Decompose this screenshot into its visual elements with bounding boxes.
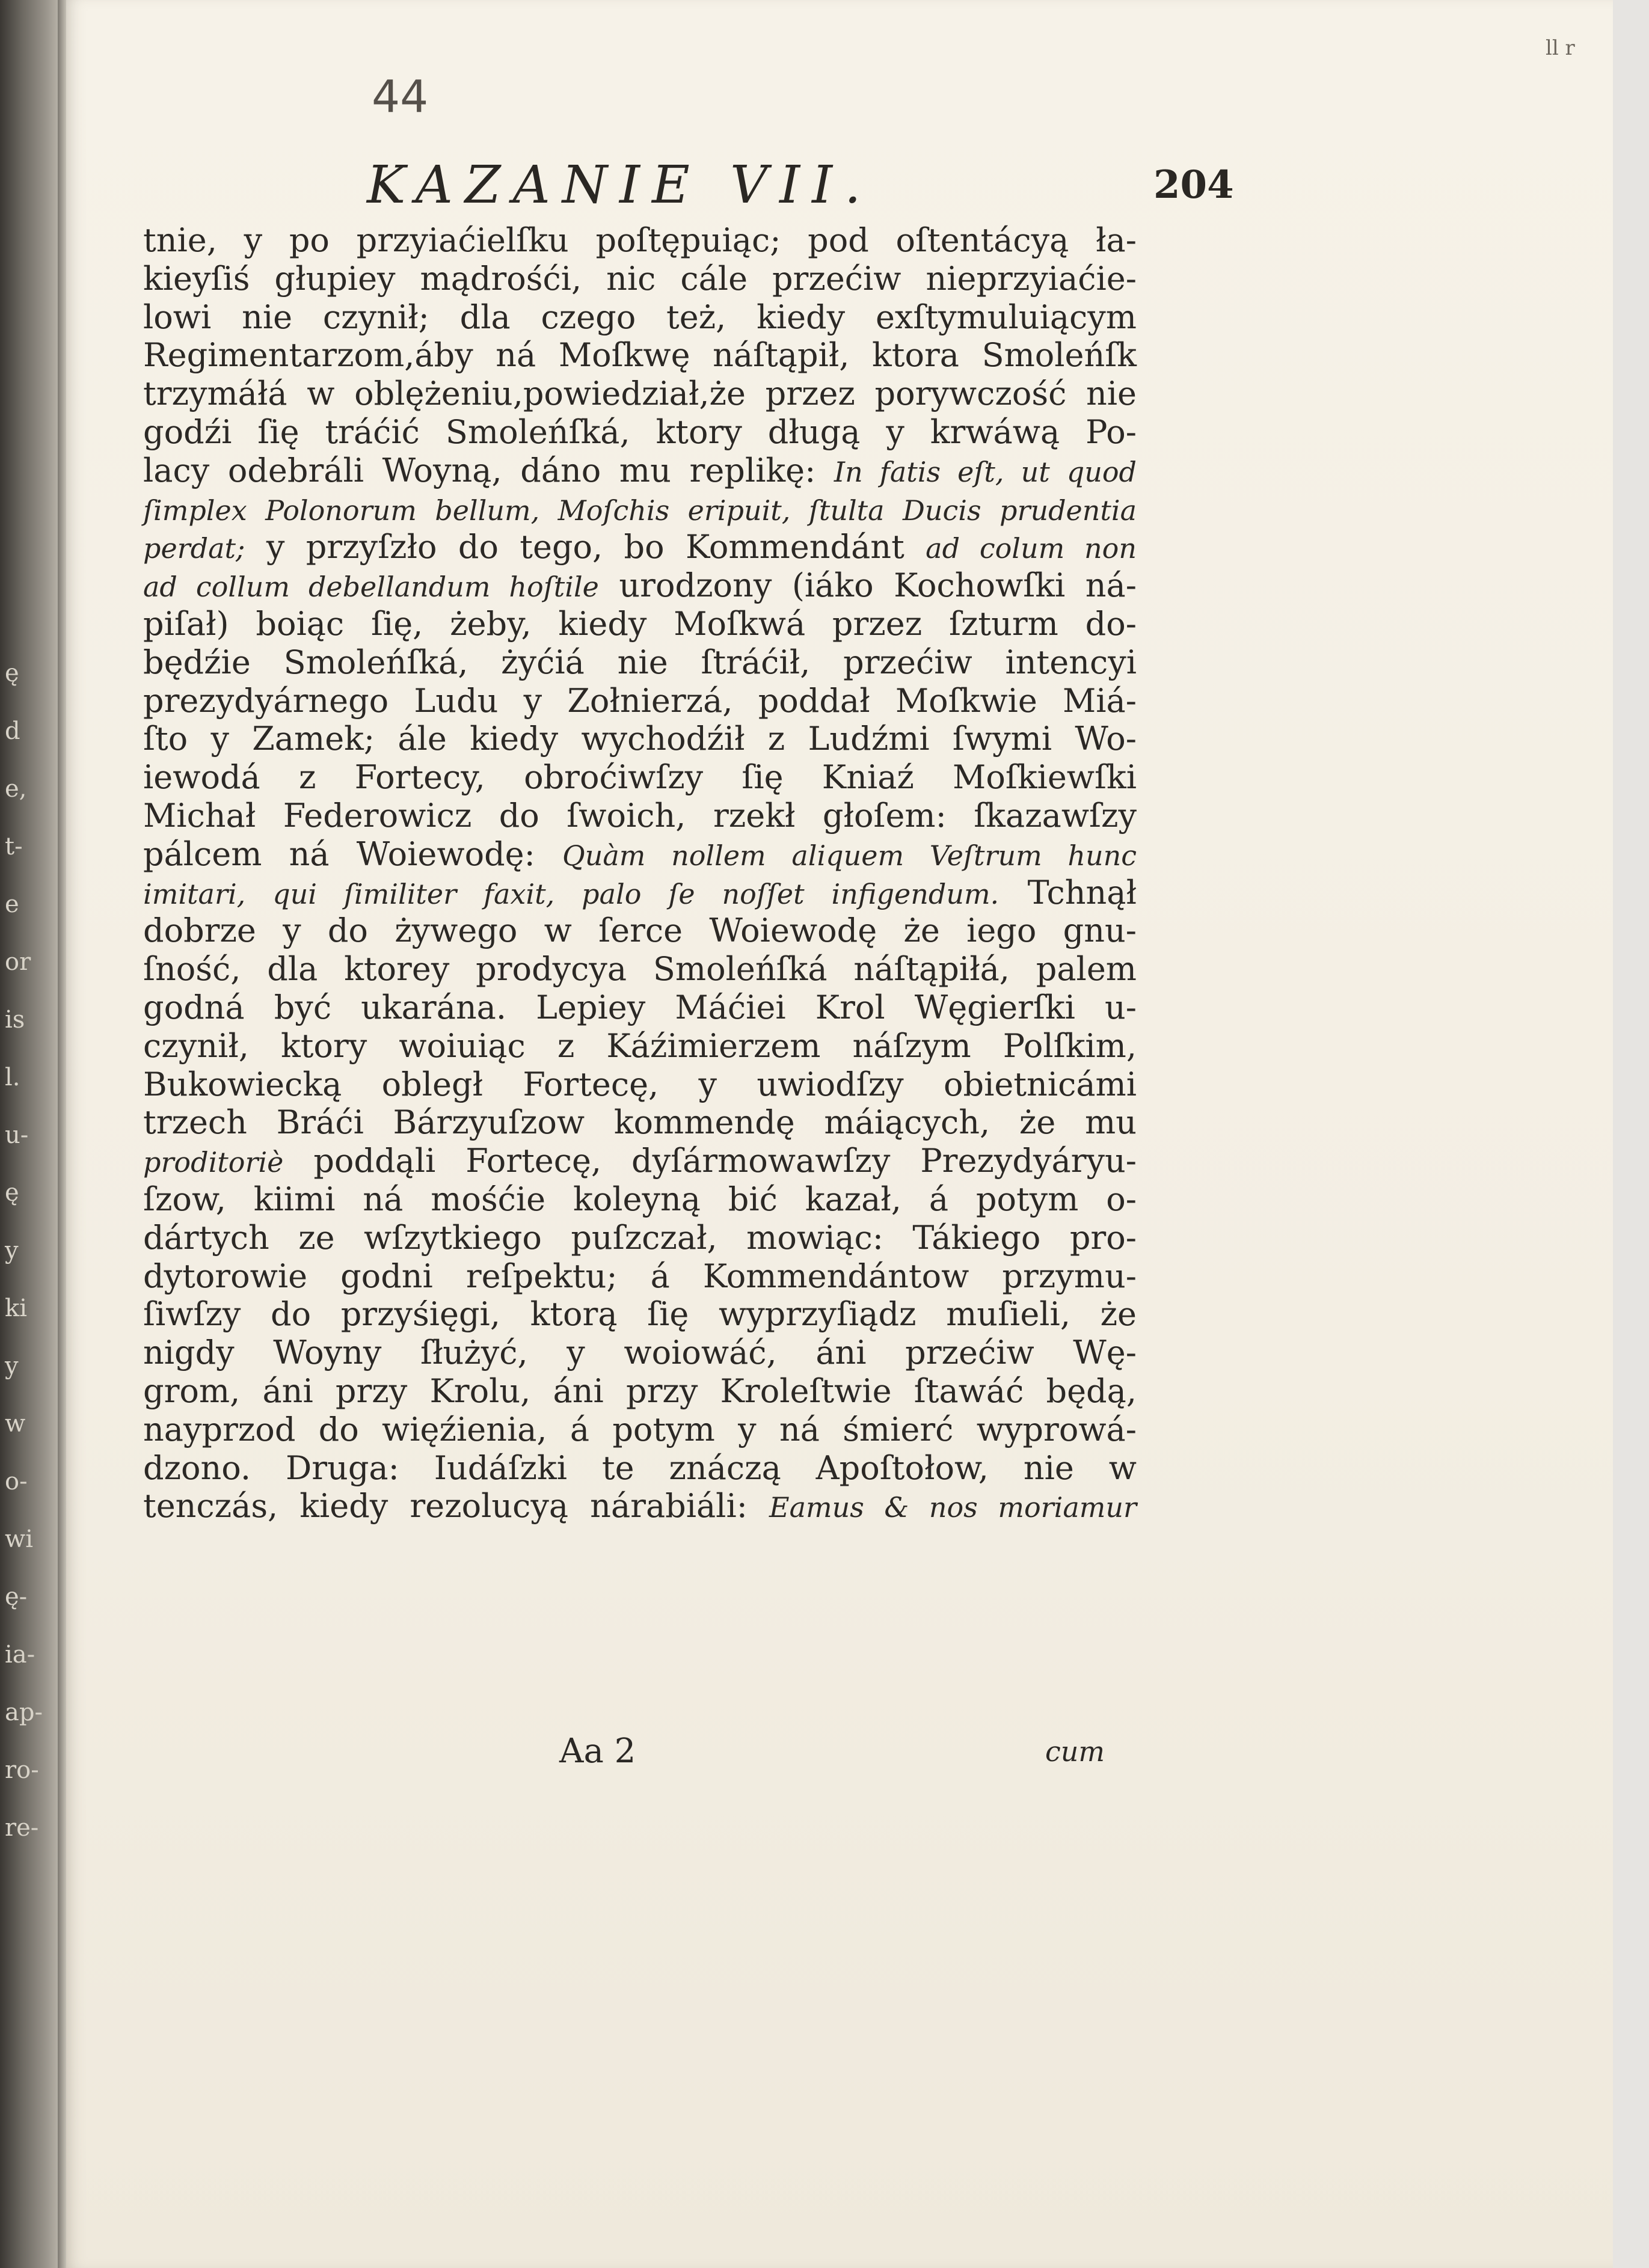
latin-quote: In fatis eſt, ut quod bbox=[834, 455, 1137, 488]
text-line bbox=[143, 605, 1137, 643]
margin-letter: t- bbox=[5, 833, 23, 860]
text-line bbox=[143, 375, 1137, 413]
text-segment: trzech Bráći Bárzyuſzow kommendę máiących, że mu bbox=[143, 1103, 1137, 1142]
margin-letter: y bbox=[5, 1237, 19, 1264]
margin-letter: re- bbox=[5, 1814, 39, 1842]
text-segment: nayprzod do więźienia, á potym y ná śmierć wyprowá- bbox=[143, 1410, 1137, 1448]
text-segment: godná być ukarána. Lepiey Máćiei Krol Węgierſki u- bbox=[143, 988, 1137, 1026]
page-right-edge bbox=[1613, 0, 1649, 2268]
handwritten-mark: 44 bbox=[372, 71, 429, 123]
margin-letter: e bbox=[5, 890, 19, 918]
margin-letter: ki bbox=[5, 1295, 28, 1322]
text-segment: Tchnął bbox=[999, 873, 1137, 912]
text-line bbox=[143, 1142, 1137, 1180]
text-line bbox=[143, 720, 1137, 758]
text-line bbox=[143, 260, 1137, 298]
text-line bbox=[143, 1295, 1137, 1334]
text-line bbox=[143, 1411, 1137, 1449]
latin-quote: Eamus & nos moriamur bbox=[769, 1491, 1137, 1524]
margin-letter: e, bbox=[5, 775, 27, 803]
text-segment: Michał Federowicz do ſwoich, rzekł głoſem: ſkazawſzy bbox=[143, 796, 1137, 835]
margin-letter: l. bbox=[5, 1064, 20, 1091]
latin-quote: perdat; bbox=[143, 532, 245, 565]
text-segment: trzymáłá w oblężeniu,powiedział,że przez porywczość nie bbox=[143, 375, 1137, 413]
text-line bbox=[143, 1372, 1137, 1411]
latin-quote: ſimplex Polonorum bellum, Moſchis eripuit, ſtulta Ducis prudentia bbox=[143, 494, 1137, 527]
text-line bbox=[143, 1487, 1137, 1525]
text-segment: y przyſzło do tego, bo Kommendánt bbox=[245, 528, 926, 566]
text-segment: dobrze y do żywego w ſerce Woiewodę że iego gnu- bbox=[143, 912, 1137, 950]
text-line bbox=[143, 643, 1137, 682]
body-text bbox=[143, 221, 1137, 1525]
text-segment: Bukowiecką obległ Fortecę, y uwiodſzy obietnicámi bbox=[143, 1065, 1137, 1103]
text-segment: kieyſiś głupiey mądrośći, nic cále przećiw nieprzyiaćie- bbox=[143, 259, 1137, 298]
latin-quote: Quàm nollem aliquem Veſtrum hunc bbox=[562, 839, 1137, 872]
margin-letter: w bbox=[5, 1410, 26, 1438]
signature-mark: Aa 2 bbox=[559, 1732, 636, 1771]
text-line bbox=[143, 1180, 1137, 1219]
text-line bbox=[143, 1027, 1137, 1065]
margin-letter: or bbox=[5, 948, 31, 976]
page-number: 204 bbox=[1153, 162, 1234, 207]
text-segment: iewodá z Fortecy, obroćiwſzy ſię Kniaź Moſkiewſki bbox=[143, 758, 1137, 797]
margin-letter: o- bbox=[5, 1468, 28, 1495]
margin-letter: ę bbox=[5, 660, 19, 687]
text-segment: urodzony (iáko Kochowſki ná- bbox=[598, 566, 1137, 605]
text-segment: piſał) boiąc ſię, żeby, kiedy Moſkwá przez ſzturm do- bbox=[143, 604, 1137, 643]
text-segment: ſto y Zamek; ále kiedy wychodźił z Ludźmi ſwymi Wo- bbox=[143, 720, 1137, 758]
text-segment: dzono. Druga: Iudáſzki te znáczą Apoſtołow, nie w bbox=[143, 1448, 1137, 1487]
text-segment: dártych ze wſzytkiego puſzczał, mowiąc: Tákiego pro- bbox=[143, 1218, 1137, 1257]
text-line bbox=[143, 835, 1137, 874]
text-line bbox=[143, 566, 1137, 605]
latin-quote: ad collum debellandum hoſtile bbox=[143, 571, 599, 604]
text-line bbox=[143, 797, 1137, 835]
latin-quote: imitari, qui ſimiliter faxit, palo ſe noſſet infigendum. bbox=[143, 877, 1000, 910]
text-line bbox=[143, 988, 1137, 1027]
text-line bbox=[143, 1065, 1137, 1104]
text-segment: ſzow, kiimi ná mośćie koleyną bić kazał, á potym o- bbox=[143, 1180, 1137, 1218]
text-line bbox=[143, 1103, 1137, 1142]
text-segment: tenczás, kiedy rezolucyą nárabiáli: bbox=[143, 1487, 769, 1525]
latin-quote: proditoriè bbox=[143, 1146, 284, 1179]
text-line bbox=[143, 682, 1137, 720]
text-segment: będźie Smoleńſká, żyćiá nie ſtráćił, przećiw intencyi bbox=[143, 643, 1137, 681]
text-segment: Regimentarzom,áby ná Moſkwę náſtąpił, ktora Smoleńſk bbox=[143, 336, 1137, 375]
text-segment: lowi nie czynił; dla czego też, kiedy exſtymuluiącym bbox=[143, 298, 1137, 336]
text-segment: dytorowie godni reſpektu; á Kommendántow przymu- bbox=[143, 1257, 1137, 1295]
text-segment: ſność, dla ktorey prodycya Smoleńſká náſtąpiłá, palem bbox=[143, 950, 1137, 988]
text-line bbox=[143, 452, 1137, 490]
text-line bbox=[143, 413, 1137, 452]
margin-letter: ę- bbox=[5, 1583, 28, 1611]
text-line bbox=[143, 758, 1137, 797]
text-segment: lacy odebráli Woyną, dáno mu replikę: bbox=[143, 451, 834, 489]
margin-letter: ap- bbox=[5, 1699, 43, 1726]
latin-quote: ad colum non bbox=[926, 532, 1137, 565]
text-segment: czynił, ktory woiuiąc z Káźimierzem náſzym Polſkim, bbox=[143, 1026, 1137, 1065]
margin-letter: u- bbox=[5, 1121, 29, 1149]
text-line bbox=[143, 221, 1137, 260]
margin-letter: is bbox=[5, 1006, 25, 1034]
text-line bbox=[143, 298, 1137, 337]
text-segment: godźi ſię tráćić Smoleńſká, ktory długą y krwáwą Po- bbox=[143, 412, 1137, 451]
text-segment: grom, áni przy Krolu, áni przy Kroleſtwie ſtawáć będą, bbox=[143, 1372, 1137, 1410]
text-segment: pálcem ná Woiewodę: bbox=[143, 835, 563, 873]
margin-letter: wi bbox=[5, 1525, 34, 1553]
text-line bbox=[143, 1334, 1137, 1372]
text-line bbox=[143, 1257, 1137, 1296]
margin-letter: d bbox=[5, 717, 20, 745]
text-segment: prezydyárnego Ludu y Zołnierzá, poddał Moſkwie Miá- bbox=[143, 681, 1137, 720]
corner-mark: ll r bbox=[1546, 36, 1575, 60]
catchword: cum bbox=[1045, 1735, 1105, 1768]
page-gutter bbox=[58, 0, 66, 2268]
margin-letter: ia- bbox=[5, 1641, 35, 1669]
text-segment: ſiwſzy do przyśięgi, ktorą ſię wyprzyſiądz muſieli, że bbox=[143, 1295, 1137, 1334]
text-line bbox=[143, 950, 1137, 988]
margin-letter: ę bbox=[5, 1179, 19, 1207]
margin-letter: ro- bbox=[5, 1756, 39, 1784]
text-line bbox=[143, 490, 1137, 529]
text-line bbox=[143, 874, 1137, 912]
text-line bbox=[143, 336, 1137, 375]
running-head: KAZANIE VII. bbox=[367, 155, 873, 215]
text-segment: poddąli Fortecę, dyſármowawſzy Prezydyáryu- bbox=[283, 1142, 1137, 1180]
facing-page-margin bbox=[0, 0, 58, 2268]
text-line bbox=[143, 1449, 1137, 1488]
text-line bbox=[143, 1219, 1137, 1257]
margin-letter: y bbox=[5, 1352, 19, 1380]
text-line bbox=[143, 528, 1137, 566]
text-segment: nigdy Woyny ſłużyć, y woiowáć, áni przećiw Wę- bbox=[143, 1334, 1137, 1372]
text-segment: tnie, y po przyiaćielſku poſtępuiąc; pod oſtentácyą ła- bbox=[143, 221, 1137, 259]
text-line bbox=[143, 912, 1137, 950]
